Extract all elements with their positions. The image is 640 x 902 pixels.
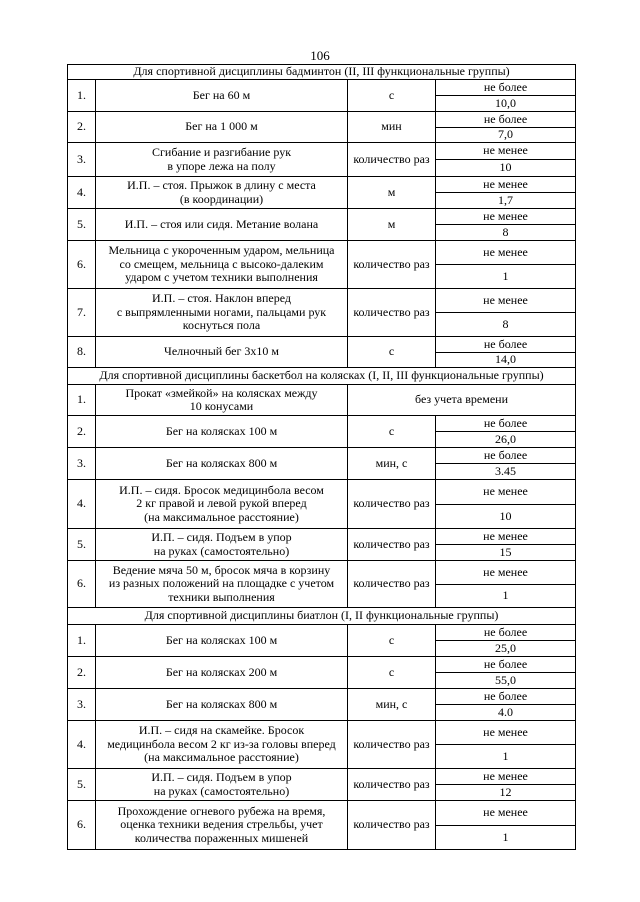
norm-value: 8 [436, 225, 576, 241]
table-row [68, 625, 576, 641]
table-row [68, 480, 576, 505]
norm-value: 1 [436, 826, 576, 850]
norm-value: 1,7 [436, 193, 576, 209]
table-row [68, 241, 576, 265]
row-number: 8. [68, 337, 96, 368]
limit-type: не более [436, 657, 576, 673]
unit-of-measure: с [348, 657, 436, 689]
norm-value: 10,0 [436, 96, 576, 112]
unit-of-measure: м [348, 177, 436, 209]
unit-of-measure: количество раз [348, 561, 436, 608]
norm-value: 15 [436, 545, 576, 561]
row-number: 1. [68, 80, 96, 112]
limit-type: не более [436, 337, 576, 353]
test-name-text: Бег на колясках 800 м [165, 696, 278, 711]
limit-type: не менее [436, 721, 576, 745]
test-name-text: Бег на колясках 200 м [165, 664, 278, 679]
test-name-text: И.П. – сидя. Подъем в упор на руках (самостоятельно) [151, 530, 292, 558]
row-number: 5. [68, 209, 96, 241]
test-name [96, 561, 348, 608]
unit-of-measure: мин, с [348, 689, 436, 721]
limit-type: не более [436, 112, 576, 128]
norm-value: 26,0 [436, 432, 576, 448]
table-row [68, 561, 576, 585]
limit-type: не более [436, 625, 576, 641]
test-name-text: Челночный бег 3x10 м [164, 344, 279, 359]
test-name-text: И.П. – стоя или сидя. Метание волана [124, 216, 319, 231]
norms-table [67, 64, 576, 850]
table-row [68, 337, 576, 353]
unit-of-measure: количество раз [348, 721, 436, 769]
test-name-text: И.П. – стоя. Прыжок в длину с места (в координации) [127, 178, 316, 206]
test-name [96, 721, 348, 769]
test-name [96, 416, 348, 448]
test-name-text: И.П. – сидя на скамейке. Бросок медицинбола весом 2 кг из-за головы вперед (на максимальное расстояние) [107, 723, 336, 765]
table-row [68, 689, 576, 705]
row-number: 2. [68, 657, 96, 689]
test-name-text: Прокат «змейкой» на колясках между 10 конусами [125, 385, 318, 413]
test-name [96, 143, 348, 177]
unit-of-measure: м [348, 209, 436, 241]
norm-value: 25,0 [436, 641, 576, 657]
norm-value: 1 [436, 745, 576, 769]
unit-of-measure: количество раз [348, 769, 436, 801]
test-name [96, 177, 348, 209]
unit-of-measure: мин, с [348, 448, 436, 480]
limit-type: не более [436, 448, 576, 464]
test-name [96, 448, 348, 480]
test-name-text: И.П. – сидя. Подъем в упор на руках (самостоятельно) [151, 770, 292, 798]
row-number: 7. [68, 289, 96, 337]
test-name-text: Бег на колясках 800 м [165, 455, 278, 470]
limit-type: не менее [436, 769, 576, 785]
test-name [96, 209, 348, 241]
norm-value: 8 [436, 313, 576, 337]
page-number: 106 [310, 48, 330, 63]
unit-of-measure: количество раз [348, 480, 436, 529]
norm-value: 7,0 [436, 128, 576, 143]
unit-of-measure: количество раз [348, 241, 436, 289]
test-name [96, 241, 348, 289]
test-name [96, 657, 348, 689]
table-row [68, 416, 576, 432]
norm-value: 10 [436, 160, 576, 177]
table-row [68, 529, 576, 545]
row-number: 2. [68, 416, 96, 448]
norm-value: 1 [436, 585, 576, 608]
test-name [96, 385, 348, 416]
limit-type: не менее [436, 801, 576, 826]
row-number: 4. [68, 177, 96, 209]
test-name [96, 625, 348, 657]
limit-type: не более [436, 416, 576, 432]
test-name [96, 480, 348, 529]
test-name-text: И.П. – сидя. Бросок медицинбола весом 2 кг правой и левой рукой вперед (на максимальное расстояние) [119, 482, 324, 524]
row-number: 4. [68, 721, 96, 769]
test-name-text: Бег на 1 000 м [185, 119, 258, 134]
norm-value: 3.45 [436, 464, 576, 480]
test-name [96, 769, 348, 801]
section-header-row [68, 65, 576, 80]
unit-of-measure: с [348, 80, 436, 112]
table-row [68, 657, 576, 673]
table-row [68, 177, 576, 193]
norms-table-body [68, 65, 576, 850]
table-row [68, 385, 576, 416]
limit-type: не менее [436, 241, 576, 265]
limit-type: не менее [436, 177, 576, 193]
row-number: 5. [68, 529, 96, 561]
norm-value: 55,0 [436, 673, 576, 689]
test-name-text: Бег на колясках 100 м [165, 632, 278, 647]
norm-value: 14,0 [436, 353, 576, 368]
test-name [96, 112, 348, 143]
unit-of-measure: мин [348, 112, 436, 143]
test-name-text: И.П. – стоя. Наклон вперед с выпрямленными ногами, пальцами рук коснуться пола [116, 291, 327, 333]
test-name [96, 289, 348, 337]
test-name-text: Бег на 60 м [192, 87, 251, 102]
row-number: 3. [68, 689, 96, 721]
table-row [68, 801, 576, 826]
norm-value: 12 [436, 785, 576, 801]
unit-of-measure: количество раз [348, 801, 436, 850]
section-header-row [68, 368, 576, 385]
norm-value: 4.0 [436, 705, 576, 721]
test-name [96, 689, 348, 721]
unit-of-measure: с [348, 416, 436, 448]
unit-of-measure: с [348, 625, 436, 657]
table-row [68, 289, 576, 313]
limit-type: не менее [436, 529, 576, 545]
unit-of-measure: количество раз [348, 143, 436, 177]
row-number: 2. [68, 112, 96, 143]
table-row [68, 769, 576, 785]
limit-type: не менее [436, 209, 576, 225]
test-name [96, 801, 348, 850]
unit-of-measure: количество раз [348, 289, 436, 337]
table-row [68, 448, 576, 464]
unit-of-measure: количество раз [348, 529, 436, 561]
test-name-text: Сгибание и разгибание рук в упоре лежа на полу [151, 145, 292, 173]
test-name-text: Ведение мяча 50 м, бросок мяча в корзину из разных положений на площадке с учетом техники выполнения [108, 562, 335, 604]
test-name-text: Бег на колясках 100 м [165, 423, 278, 438]
table-row [68, 112, 576, 128]
table-row [68, 721, 576, 745]
row-number: 5. [68, 769, 96, 801]
no-time-limit: без учета времени [348, 385, 576, 416]
limit-type: не менее [436, 289, 576, 313]
limit-type: не более [436, 689, 576, 705]
row-number: 6. [68, 241, 96, 289]
row-number: 1. [68, 385, 96, 416]
limit-type: не менее [436, 480, 576, 505]
limit-type: не менее [436, 561, 576, 585]
row-number: 3. [68, 143, 96, 177]
section-title: Для спортивной дисциплины баскетбол на колясках (I, II, III функциональные группы) [68, 368, 576, 385]
test-name-text: Прохождение огневого рубежа на время, оценка техники ведения стрельбы, учет количества пораженных мишеней [117, 803, 326, 845]
section-title: Для спортивной дисциплины бадминтон (II, III функциональные группы) [68, 65, 576, 80]
table-row [68, 209, 576, 225]
section-title: Для спортивной дисциплины биатлон (I, II функциональные группы) [68, 608, 576, 625]
norm-value: 1 [436, 265, 576, 289]
limit-type: не менее [436, 143, 576, 160]
row-number: 1. [68, 625, 96, 657]
norm-value: 10 [436, 505, 576, 529]
row-number: 3. [68, 448, 96, 480]
section-header-row [68, 608, 576, 625]
table-row [68, 143, 576, 160]
test-name-text: Мельница с укороченным ударом, мельница со смещем, мельница с высоко-далеким ударом с учетом техники выполнения [108, 243, 335, 285]
unit-of-measure: с [348, 337, 436, 368]
test-name [96, 529, 348, 561]
row-number: 6. [68, 561, 96, 608]
limit-type: не более [436, 80, 576, 96]
test-name [96, 80, 348, 112]
row-number: 6. [68, 801, 96, 850]
table-row [68, 80, 576, 96]
test-name [96, 337, 348, 368]
row-number: 4. [68, 480, 96, 529]
